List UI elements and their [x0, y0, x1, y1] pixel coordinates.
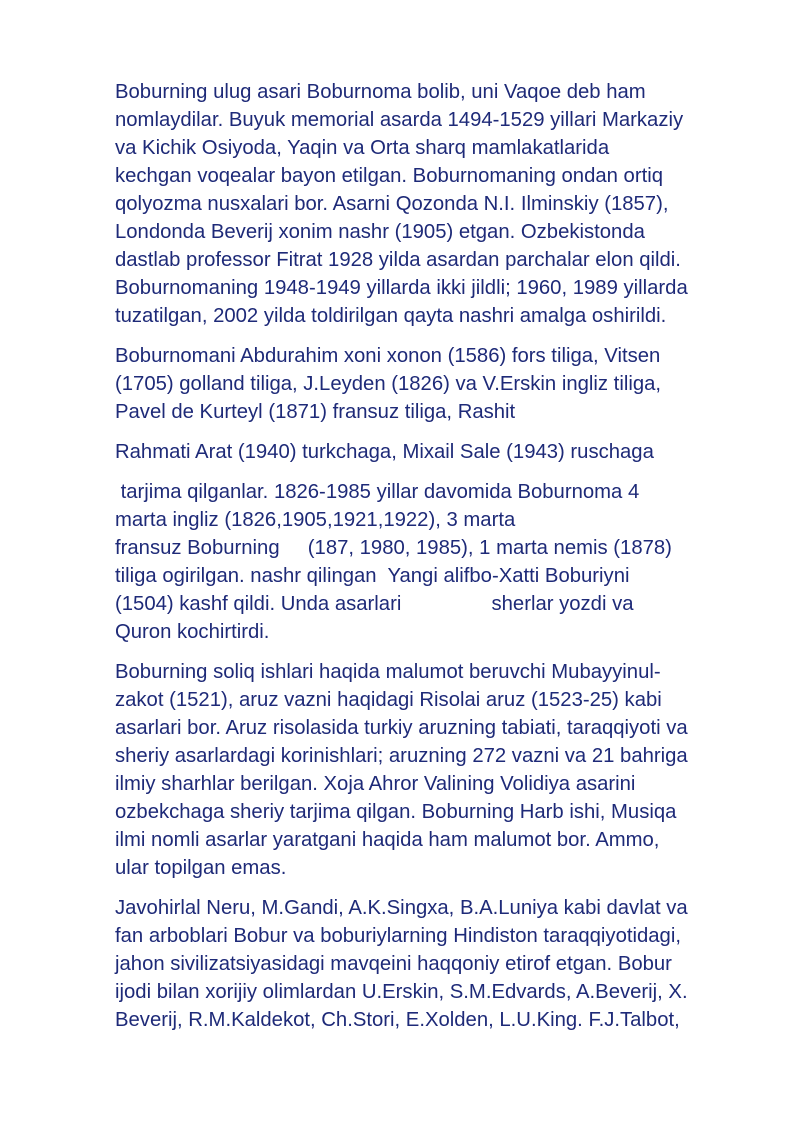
text-line: Rahmati Arat (1940) turkchaga, Mixail Sale (1943) ruschaga: [115, 441, 654, 463]
text-line: tuzatilgan, 2002 yilda toldirilgan qayta nashri amalga oshirildi.: [115, 305, 667, 327]
text-line: kechgan voqealar bayon etilgan. Boburnomaning ondan ortiq: [115, 165, 663, 187]
text-line: Boburning soliq ishlari haqida malumot beruvchi Mubayyinul-: [115, 661, 661, 683]
text-line: sheriy asarlardagi korinishlari; aruzning 272 vazni va 21 bahriga: [115, 745, 688, 767]
text-line: marta ingliz (1826,1905,1921,1922), 3 marta: [115, 509, 516, 531]
text-line: Pavel de Kurteyl (1871) fransuz tiliga, Rashit: [115, 401, 516, 423]
paragraph-2: [115, 342, 775, 426]
text-line: fransuz Boburning (187, 1980, 1985), 1 marta nemis (1878): [115, 537, 672, 559]
text-line: jahon sivilizatsiyasidagi mavqeini haqqoniy etirof etgan. Bobur: [115, 953, 672, 975]
text-line: Quron kochirtirdi.: [115, 621, 270, 643]
paragraph-6: [115, 894, 775, 1034]
text-line: ilmi nomli asarlar yaratgani haqida ham malumot bor. Ammo,: [115, 829, 660, 851]
text-line: (1504) kashf qildi. Unda asarlari sherlar yozdi va: [115, 593, 634, 615]
text-line: ilmiy sharhlar berilgan. Xoja Ahror Valining Volidiya asarini: [115, 773, 636, 795]
text-line: Javohirlal Neru, M.Gandi, A.K.Singxa, B.A.Luniya kabi davlat va: [115, 897, 688, 919]
text-line: fan arboblari Bobur va boburiylarning Hindiston taraqqiyotidagi,: [115, 925, 681, 947]
document-page: [115, 78, 775, 1046]
paragraph-5: [115, 658, 775, 882]
text-line: (1705) golland tiliga, J.Leyden (1826) va V.Erskin ingliz tiliga,: [115, 373, 662, 395]
text-line: zakot (1521), aruz vazni haqidagi Risolai aruz (1523-25) kabi: [115, 689, 662, 711]
text-line: tiliga ogirilgan. nashr qilingan Yangi alifbo-Xatti Boburiyni: [115, 565, 630, 587]
text-line: ozbekchaga sheriy tarjima qilgan. Boburning Harb ishi, Musiqa: [115, 801, 677, 823]
text-line: nomlaydilar. Buyuk memorial asarda 1494-1529 yillari Markaziy: [115, 109, 684, 131]
paragraph-1: [115, 78, 775, 330]
paragraph-3: [115, 438, 775, 466]
text-line: tarjima qilganlar. 1826-1985 yillar davomida Boburnoma 4: [115, 481, 640, 503]
paragraph-4: [115, 478, 775, 646]
text-line: dastlab professor Fitrat 1928 yilda asardan parchalar elon qildi.: [115, 249, 681, 271]
text-line: Boburning ulug asari Boburnoma bolib, uni Vaqoe deb ham: [115, 81, 646, 103]
text-line: ijodi bilan xorijiy olimlardan U.Erskin, S.M.Edvards, A.Beverij, X.: [115, 981, 688, 1003]
text-line: Londonda Beverij xonim nashr (1905) etgan. Ozbekistonda: [115, 221, 645, 243]
text-line: asarlari bor. Aruz risolasida turkiy aruzning tabiati, taraqqiyoti va: [115, 717, 688, 739]
text-line: qolyozma nusxalari bor. Asarni Qozonda N.I. Ilminskiy (1857),: [115, 193, 669, 215]
text-line: va Kichik Osiyoda, Yaqin va Orta sharq mamlakatlarida: [115, 137, 610, 159]
text-line: Beverij, R.M.Kaldekot, Ch.Stori, E.Xolden, L.U.King. F.J.Talbot,: [115, 1009, 680, 1031]
text-line: Boburnomani Abdurahim xoni xonon (1586) fors tiliga, Vitsen: [115, 345, 661, 367]
text-line: ular topilgan emas.: [115, 857, 287, 879]
text-line: Boburnomaning 1948-1949 yillarda ikki jildli; 1960, 1989 yillarda: [115, 277, 688, 299]
